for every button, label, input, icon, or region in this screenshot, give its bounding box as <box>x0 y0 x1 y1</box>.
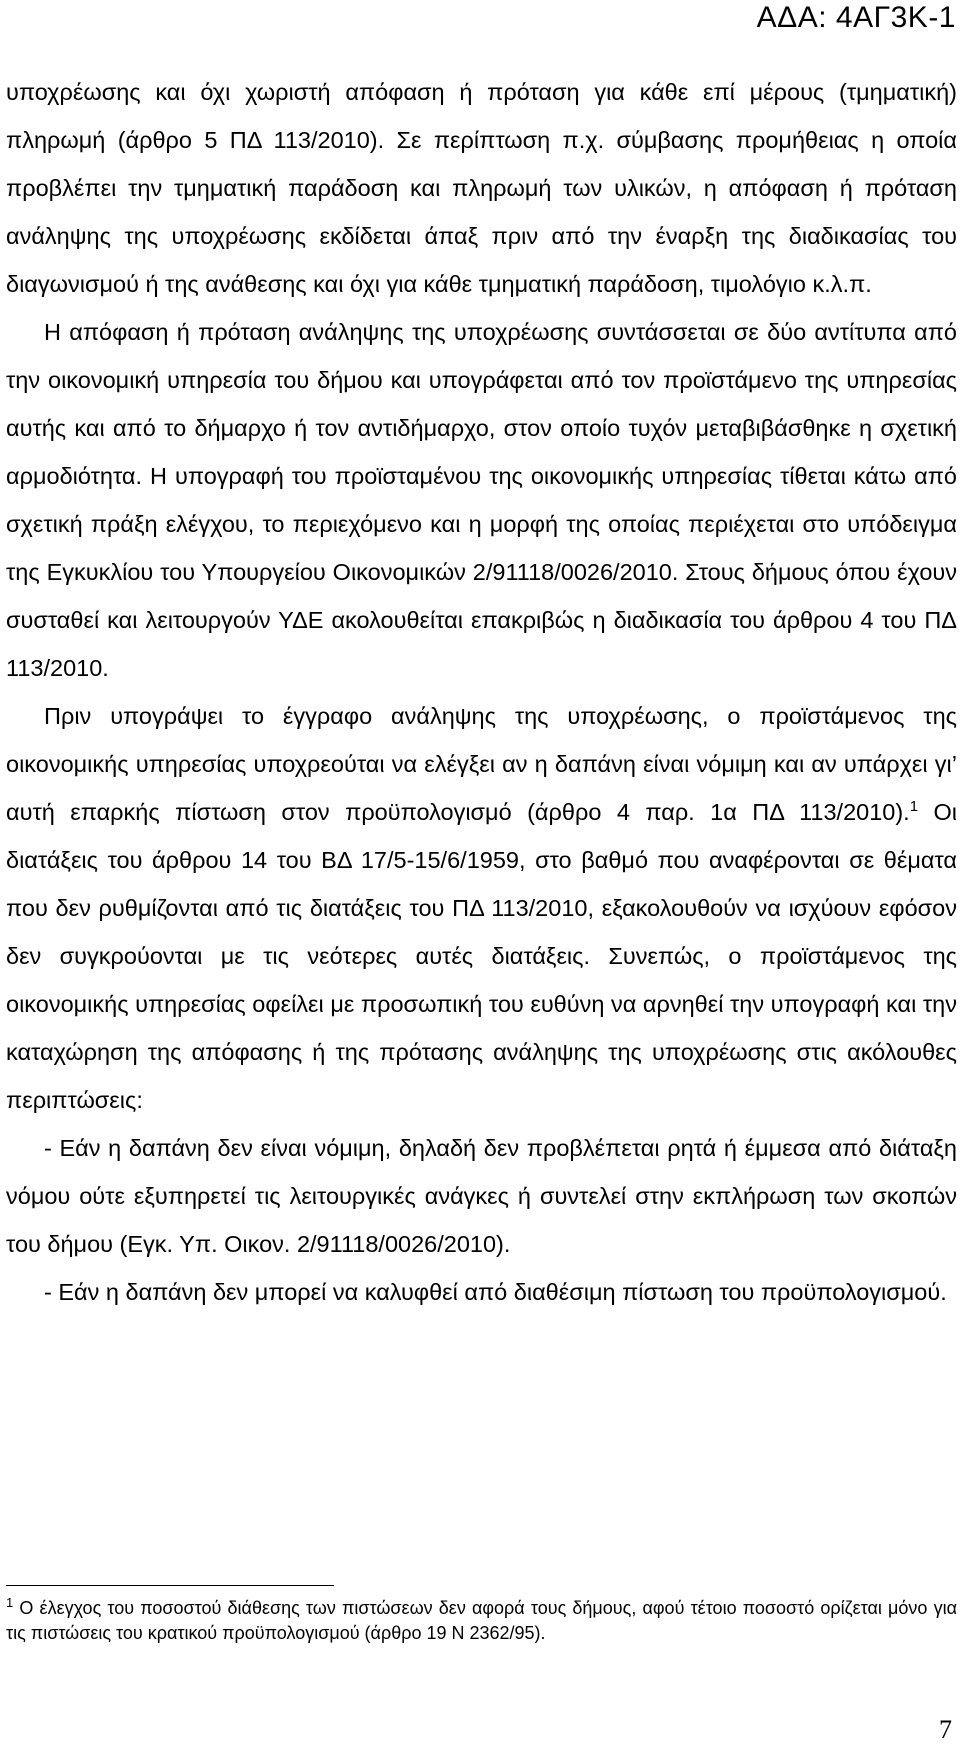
paragraph-3 <box>6 692 957 1124</box>
ada-code: ΑΔΑ: 4ΑΓ3Κ-1 <box>756 1 956 34</box>
paragraph-3-part-1: Πριν υπογράψει το έγγραφο ανάληψης της υποχρέωσης, ο προϊστάμενος της οικονομικής υπηρεσίας υποχρεούται να ελέγξει αν η δαπάνη είναι νόμιμη και αν υπάρχει γι’ αυτή επαρκής πίστωση στον προϋπολογισμό (άρθρο 4 παρ. 1α ΠΔ 113/2010). <box>6 703 957 825</box>
footnote-marker: 1 <box>6 1595 14 1610</box>
footnote-separator <box>6 1585 334 1586</box>
footnote-text: Ο έλεγχος του ποσοστού διάθεσης των πιστώσεων δεν αφορά τους δήμους, αφού τέτοιο ποσοστό ορίζεται μόνο για τις πιστώσεις του κρατικού προϋπολογισμού (άρθρο 19 Ν 2362/95). <box>6 1598 957 1643</box>
document-body <box>6 68 957 1316</box>
footnote <box>6 1596 957 1646</box>
footnote-reference: 1 <box>909 798 919 816</box>
dash-item-2: - Εάν η δαπάνη δεν μπορεί να καλυφθεί από διαθέσιμη πίστωση του προϋπολογισμού. <box>44 1279 947 1305</box>
dash-item-1: - Εάν η δαπάνη δεν είναι νόμιμη, δηλαδή δεν προβλέπεται ρητά ή έμμεσα από διάταξη νόμου ούτε εξυπηρετεί τις λειτουργικές ανάγκες ή συντελεί στην εκπλήρωση των σκοπών του δήμου (Εγκ. Υπ. Οικον. 2/91118/0026/2010). <box>6 1135 957 1257</box>
paragraph-3-part-2: Οι διατάξεις του άρθρου 14 του ΒΔ 17/5-15/6/1959, στο βαθμό που αναφέρονται σε θέματα που δεν ρυθμίζονται από τις διατάξεις του ΠΔ 113/2010, εξακολουθούν να ισχύουν εφόσον δεν συγκρούονται με τις νεότερες αυτές διατάξεις. Συνεπώς, ο προϊστάμενος της οικονομικής υπηρεσίας οφείλει με προσωπική του ευθύνη να αρνηθεί την υπογραφή και την καταχώρηση της απόφασης ή της πρότασης ανάληψης της υποχρέωσης στις ακόλουθες περιπτώσεις: <box>6 799 957 1113</box>
paragraph-1: υποχρέωσης και όχι χωριστή απόφαση ή πρόταση για κάθε επί μέρους (τμηματική) πληρωμή (άρθρο 5 ΠΔ 113/2010). Σε περίπτωση π.χ. σύμβασης προμήθειας η οποία προβλέπει την τμηματική παράδοση και πληρωμή των υλικών, η απόφαση ή πρόταση ανάληψης της υποχρέωσης εκδίδεται άπαξ πριν από την έναρξη της διαδικασίας του διαγωνισμού ή της ανάθεσης και όχι για κάθε τμηματική παράδοση, τιμολόγιο κ.λ.π. <box>6 79 957 297</box>
page-number: 7 <box>939 1715 952 1744</box>
paragraph-2: Η απόφαση ή πρόταση ανάληψης της υποχρέωσης συντάσσεται σε δύο αντίτυπα από την οικονομική υπηρεσία του δήμου και υπογράφεται από τον προϊστάμενο της υπηρεσίας αυτής και από το δήμαρχο ή τον αντιδήμαρχο, στον οποίο τυχόν μεταβιβάσθηκε η σχετική αρμοδιότητα. Η υπογραφή του προϊσταμένου της οικονομικής υπηρεσίας τίθεται κάτω από σχετική πράξη ελέγχου, το περιεχόμενο και η μορφή της οποίας περιέχεται στο υπόδειγμα της Εγκυκλίου του Υπουργείου Οικονομικών 2/91118/0026/2010. Στους δήμους όπου έχουν συσταθεί και λειτουργούν ΥΔΕ ακολουθείται επακριβώς η διαδικασία του άρθρου 4 του ΠΔ 113/2010. <box>6 319 957 681</box>
